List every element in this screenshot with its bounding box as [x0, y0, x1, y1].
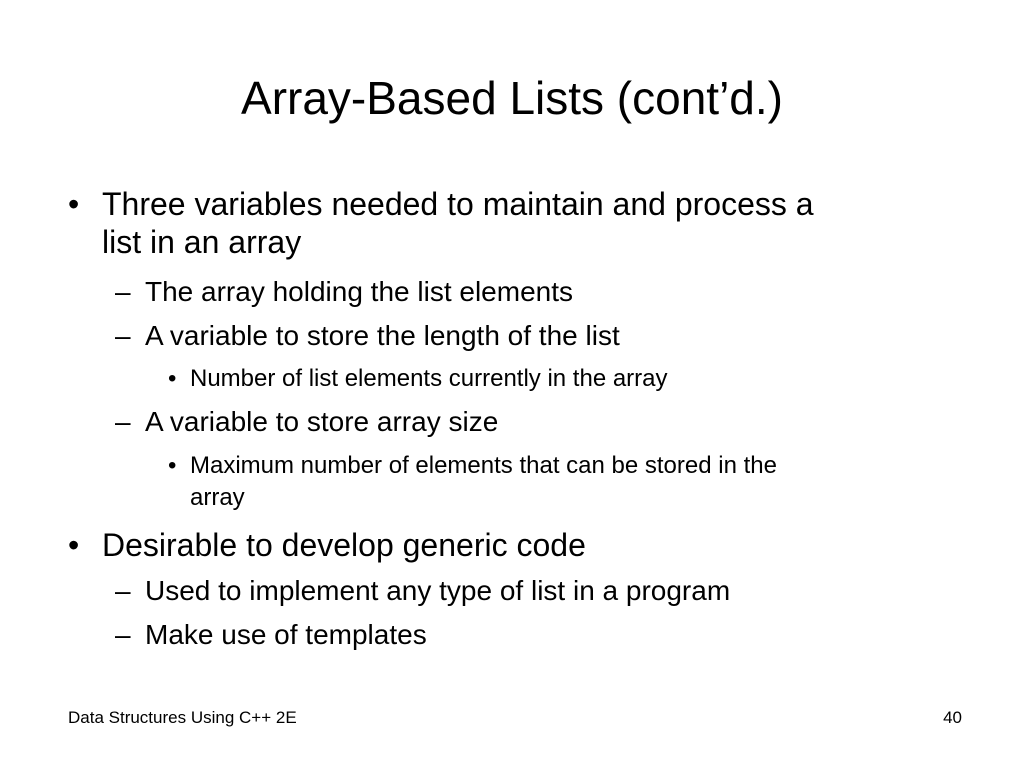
sub-bullet-marker: – — [115, 575, 131, 606]
sub-bullet-marker: – — [115, 276, 131, 307]
sub-bullet-text: Make use of templates — [145, 619, 427, 650]
footer-page-number: 40 — [943, 708, 962, 727]
bullet-text: Three variables needed to maintain and process a — [102, 186, 814, 222]
sub-bullet-marker: – — [115, 619, 131, 650]
footer-book-title: Data Structures Using C++ 2E — [68, 708, 297, 727]
sub-sub-bullet-text: Maximum number of elements that can be stored in the — [190, 452, 777, 479]
bullet-marker: • — [68, 186, 80, 222]
sub-bullet-text: Used to implement any type of list in a program — [145, 575, 731, 606]
sub-sub-bullet-text: Number of list elements currently in the array — [190, 365, 668, 392]
sub-bullet-text: A variable to store the length of the list — [145, 320, 620, 351]
slide-title: Array-Based Lists (cont’d.) — [241, 72, 783, 124]
sub-bullet-text: A variable to store array size — [145, 406, 499, 437]
sub-bullet-text: The array holding the list elements — [145, 276, 573, 307]
sub-sub-bullet-text-continuation: array — [190, 484, 245, 511]
sub-bullet-marker: – — [115, 320, 131, 351]
sub-sub-bullet-marker: • — [168, 452, 177, 479]
sub-bullet-marker: – — [115, 406, 131, 437]
sub-sub-bullet-marker: • — [168, 365, 177, 392]
bullet-marker: • — [68, 527, 80, 563]
bullet-text: Desirable to develop generic code — [102, 527, 586, 563]
bullet-text-continuation: list in an array — [102, 224, 302, 260]
